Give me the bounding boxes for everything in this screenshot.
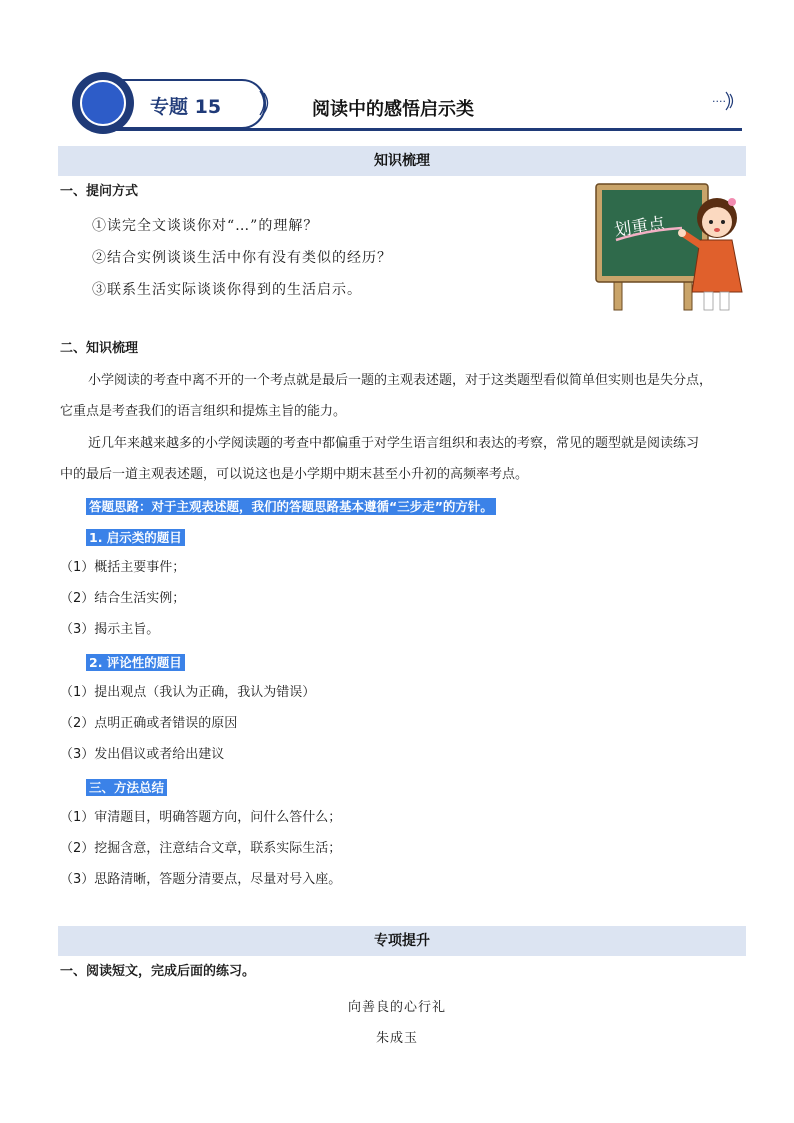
page-title: 阅读中的感悟启示类 xyxy=(312,99,474,120)
type1-step-2: （2）结合生活实例； xyxy=(60,591,186,606)
section-bar-knowledge: 知识梳理 xyxy=(58,146,746,176)
header-dots: .... xyxy=(712,92,726,105)
type2-highlight xyxy=(86,652,185,671)
signal-arcs-icon xyxy=(258,88,272,118)
para2-line2: 中的最后一道主观表述题，可以说这也是小学期中期末甚至小升初的高频率考点。 xyxy=(60,467,529,482)
type1-step-1: （1）概括主要事件； xyxy=(60,560,186,575)
part2-heading: 二、知识梳理 xyxy=(60,341,139,356)
question-1: ①读完全文谈谈你对“…”的理解？ xyxy=(92,218,319,234)
part3-highlight xyxy=(86,777,167,796)
type2-heading: 2. 评论性的题目 xyxy=(86,654,185,671)
header-arcs-icon xyxy=(724,90,736,112)
article-title: 向善良的心行礼 xyxy=(347,1000,446,1015)
header-badge-inner xyxy=(80,80,126,126)
part3-heading: 三、方法总结 xyxy=(86,779,167,796)
exercise-heading: 一、阅读短文，完成后面的练习。 xyxy=(60,964,256,979)
para1-line1: 小学阅读的考查中离不开的一个考点就是最后一题的主观表述题，对于这类题型看似简单但实则也是失分点， xyxy=(88,373,713,388)
para1-line2: 它重点是考查我们的语言组织和提炼主旨的能力。 xyxy=(60,404,347,419)
method-step-3: （3）思路清晰，答题分清要点，尽量对号入座。 xyxy=(60,872,342,887)
answer-tip-highlight xyxy=(86,496,496,515)
chalkboard-text: 划重点 xyxy=(613,213,667,241)
section-bar-practice: 专项提升 xyxy=(58,926,746,956)
question-2: ②结合实例谈谈生活中你有没有类似的经历？ xyxy=(92,250,392,266)
part1-heading: 一、提问方式 xyxy=(60,184,139,199)
method-step-1: （1）审清题目，明确答题方向，问什么答什么； xyxy=(60,810,342,825)
type1-highlight xyxy=(86,527,185,546)
question-3: ③联系生活实际谈谈你得到的生活启示。 xyxy=(92,282,362,298)
type2-step-2: （2）点明正确或者错误的原因 xyxy=(60,716,238,731)
topic-label: 专题 15 xyxy=(150,96,222,118)
type1-step-3: （3）揭示主旨。 xyxy=(60,622,160,637)
teacher-chalkboard-illustration xyxy=(592,180,752,316)
type2-step-1: （1）提出观点（我认为正确，我认为错误） xyxy=(60,685,316,700)
type2-step-3: （3）发出倡议或者给出建议 xyxy=(60,747,225,762)
article-author: 朱成玉 xyxy=(375,1031,418,1046)
method-step-2: （2）挖掘含意，注意结合文章，联系实际生活； xyxy=(60,841,342,856)
type1-heading: 1. 启示类的题目 xyxy=(86,529,185,546)
para2-line1: 近几年来越来越多的小学阅读题的考查中都偏重于对学生语言组织和表达的考察，常见的题型就是阅读练习 xyxy=(88,436,700,451)
answer-tip: 答题思路：对于主观表述题，我们的答题思路基本遵循“三步走”的方针。 xyxy=(86,498,496,515)
